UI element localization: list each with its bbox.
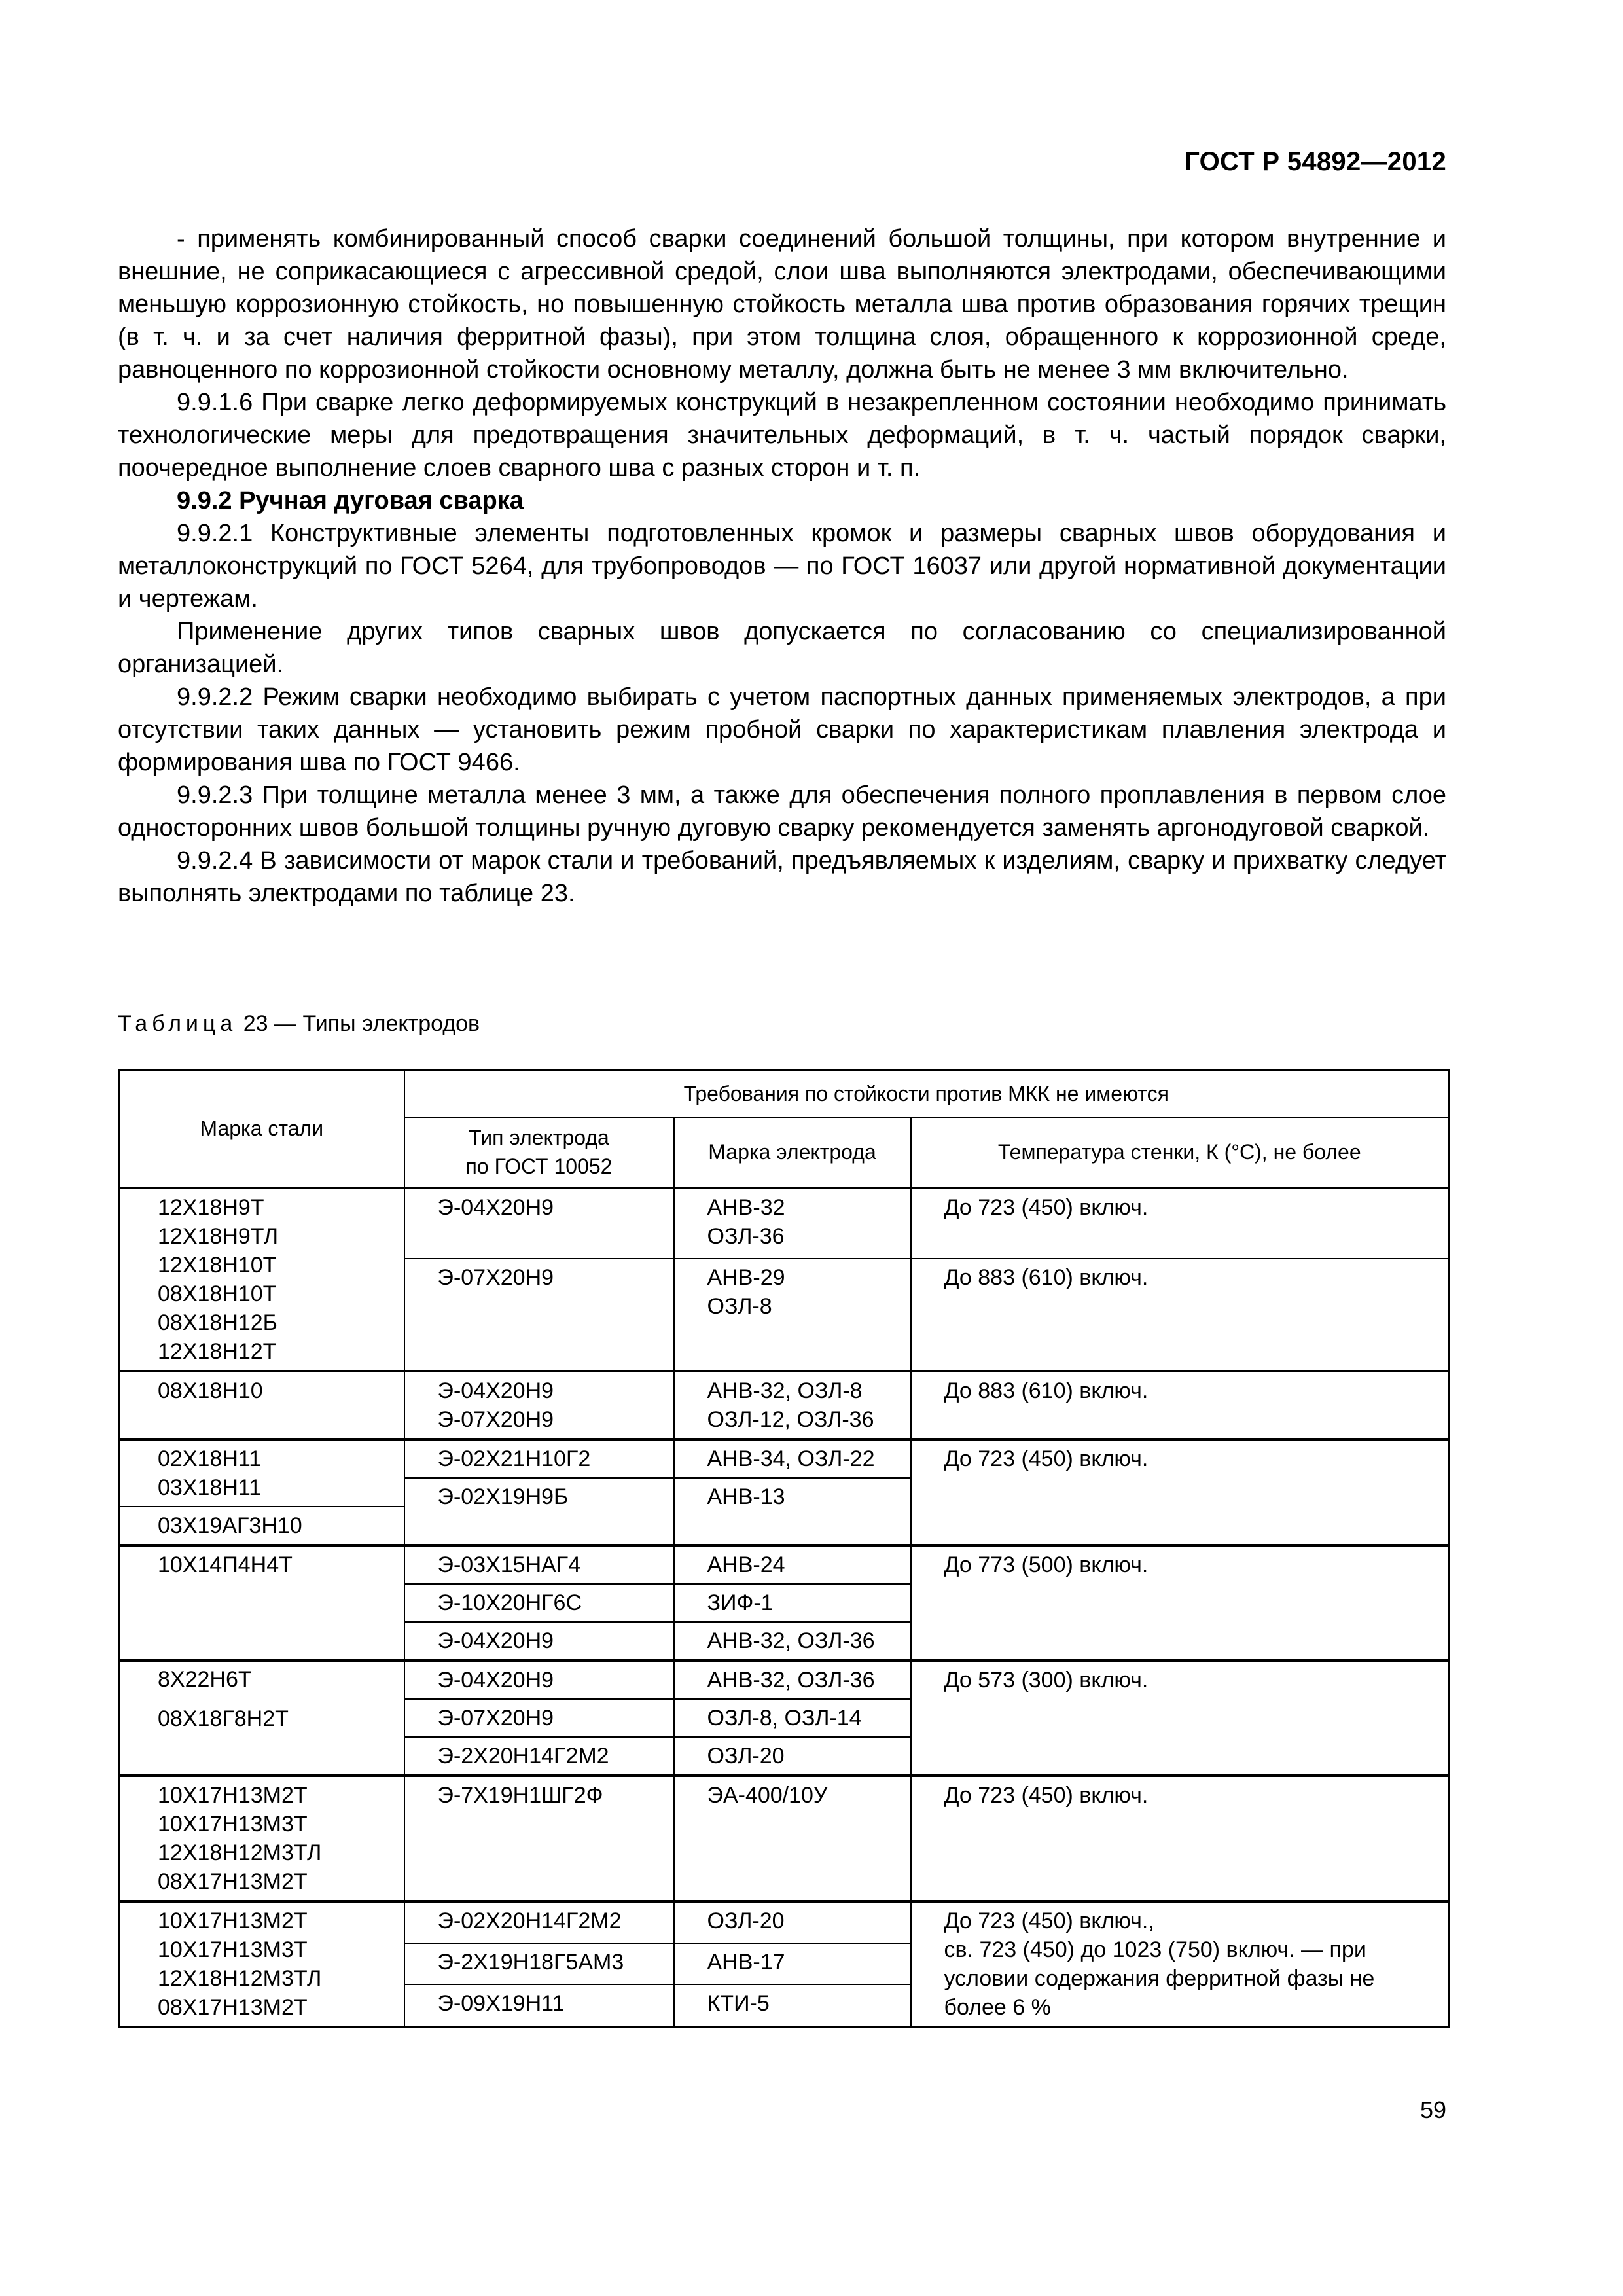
paragraph-9-9-2-3: 9.9.2.3 При толщине металла менее 3 мм, а также для обеспечения полного проплавления в первом слое односторонних швов большой толщины ручную дуговую сварку рекомендуется заменять аргонодуговой сваркой. (118, 781, 1446, 842)
table-row (119, 1776, 1449, 1901)
temperature-cell: До 723 (450) включ. (911, 1439, 1449, 1545)
electrode-type-cell: Э-7Х19Н1ШГ2Ф (404, 1776, 674, 1901)
steel-grade-cell: 10Х17Н13М2Т 10Х17Н13М3Т 12Х18Н12М3ТЛ 08Х17Н13М2Т (119, 1776, 404, 1901)
table-row (119, 1439, 1449, 1478)
steel-grade-cell: 12Х18Н9Т 12Х18Н9ТЛ 12Х18Н10Т 08Х18Н10Т 08Х18Н12Б 12Х18Н12Т (119, 1188, 404, 1371)
electrode-type-cell: Э-02Х19Н9Б (404, 1478, 674, 1545)
temperature-cell: До 883 (610) включ. (911, 1259, 1449, 1371)
electrode-brand-cell: АНВ-13 (674, 1478, 911, 1545)
electrode-brand-cell: ЗИФ-1 (674, 1584, 911, 1622)
electrode-type-cell: Э-02Х21Н10Г2 (404, 1439, 674, 1478)
steel-grade-cell: 03Х19АГ3Н10 (119, 1507, 404, 1545)
document-code: ГОСТ Р 54892—2012 (1185, 147, 1446, 176)
electrode-brand-cell: ОЗЛ-20 (674, 1737, 911, 1776)
steel-grade-cell: 08Х18Н10 (119, 1371, 404, 1439)
steel-grade-cell: 10Х17Н13М2Т 10Х17Н13М3Т 12Х18Н12М3ТЛ 08Х17Н13М2Т (119, 1901, 404, 2027)
temperature-cell: До 573 (300) включ. (911, 1660, 1449, 1776)
paragraph-9-9-2-2: 9.9.2.2 Режим сварки необходимо выбирать с учетом паспортных данных применяемых электродов, а при отсутствии таких данных — установить режим пробной сварки по характеристикам плавления электрода и формирования шва по ГОСТ 9466. (118, 683, 1446, 776)
electrode-type-cell: Э-07Х20Н9 (404, 1259, 674, 1371)
page-number: 59 (1419, 2096, 1446, 2123)
temperature-cell: До 723 (450) включ. (911, 1776, 1449, 1901)
steel-grade-cell: 02Х18Н11 03Х18Н11 (119, 1439, 404, 1507)
electrode-type-cell: Э-10Х20НГ6С (404, 1584, 674, 1622)
electrode-brand-cell: АНВ-32, ОЗЛ-36 (674, 1660, 911, 1699)
header-wall-temperature: Температура стенки, К (°С), не более (911, 1117, 1449, 1188)
table-row (119, 1188, 1449, 1259)
table-row (119, 1371, 1449, 1439)
temperature-cell: До 773 (500) включ. (911, 1545, 1449, 1660)
electrode-type-cell: Э-2Х19Н18Г5АМ3 (404, 1943, 674, 1984)
header-electrode-type: Тип электрода по ГОСТ 10052 (404, 1117, 674, 1188)
section-heading-text: 9.9.2 Ручная дуговая сварка (177, 487, 524, 514)
table-caption (118, 1011, 480, 1037)
electrode-type-cell: Э-09Х19Н11 (404, 1984, 674, 2026)
paragraph-other-welds: Применение других типов сварных швов допускается по согласованию со специализированной организацией. (118, 618, 1446, 678)
table-row (119, 1545, 1449, 1584)
steel-grade-cell: 8Х22Н6Т 08Х18Г8Н2Т (119, 1660, 404, 1776)
table-row (119, 1901, 1449, 1943)
section-heading-9-9-2 (118, 484, 1446, 517)
table-caption-word: Таблица (118, 1011, 238, 1036)
electrode-type-cell: Э-2Х20Н14Г2М2 (404, 1737, 674, 1776)
paragraph-9-9-2-1: 9.9.2.1 Конструктивные элементы подготовленных кромок и размеры сварных швов оборудования и металлоконструкций по ГОСТ 5264, для трубопроводов — по ГОСТ 16037 или другой нормативной документации и чертежам. (118, 520, 1446, 613)
temperature-cell: До 723 (450) включ. (911, 1188, 1449, 1259)
electrode-brand-cell: ОЗЛ-20 (674, 1901, 911, 1943)
electrode-brand-cell: АНВ-32, ОЗЛ-36 (674, 1622, 911, 1660)
header-steel-grade: Марка стали (119, 1070, 404, 1188)
electrode-type-cell: Э-03Х15НАГ4 (404, 1545, 674, 1584)
header-electrode-brand: Марка электрода (674, 1117, 911, 1188)
electrode-type-cell: Э-04Х20Н9 (404, 1660, 674, 1699)
paragraph-9-9-1-6: 9.9.1.6 При сварке легко деформируемых конструкций в незакрепленном состоянии необходимо принимать технологические меры для предотвращения значительных деформаций, в т. ч. частый порядок сварки, поочередное выполнение слоев сварного шва с разных сторон и т. п. (118, 389, 1446, 482)
electrode-brand-cell: АНВ-34, ОЗЛ-22 (674, 1439, 911, 1478)
temperature-cell: До 723 (450) включ., св. 723 (450) до 1023 (750) включ. — при условии содержания ферритной фазы не более 6 % (911, 1901, 1449, 2027)
body-text (118, 223, 1446, 910)
electrode-type-cell: Э-02Х20Н14Г2М2 (404, 1901, 674, 1943)
electrode-brand-cell: АНВ-24 (674, 1545, 911, 1584)
electrode-brand-cell: ОЗЛ-8, ОЗЛ-14 (674, 1699, 911, 1737)
electrode-brand-cell: АНВ-32 ОЗЛ-36 (674, 1188, 911, 1259)
table-row (119, 1660, 1449, 1699)
paragraph-9-9-2-4: 9.9.2.4 В зависимости от марок стали и требований, предъявляемых к изделиям, сварку и прихватку следует выполнять электродами по таблице 23. (118, 847, 1446, 907)
table-caption-title: 23 — Типы электродов (237, 1011, 480, 1036)
electrode-brand-cell: АНВ-32, ОЗЛ-8 ОЗЛ-12, ОЗЛ-36 (674, 1371, 911, 1439)
electrode-brand-cell: АНВ-29 ОЗЛ-8 (674, 1259, 911, 1371)
electrode-type-cell: Э-04Х20Н9 (404, 1622, 674, 1660)
temperature-cell: До 883 (610) включ. (911, 1371, 1449, 1439)
header-requirements: Требования по стойкости против МКК не имеются (404, 1070, 1449, 1117)
steel-grade-cell: 10Х14П4Н4Т (119, 1545, 404, 1660)
electrode-brand-cell: КТИ-5 (674, 1984, 911, 2026)
paragraph-combined-welding: - применять комбинированный способ сварки соединений большой толщины, при котором внутренние и внешние, не соприкасающиеся с агрессивной средой, слои шва выполняются электродами, обеспечивающими меньшую коррозионную стойкость, но повышенную стойкость металла шва против образования горячих трещин (в т. ч. и за счет наличия ферритной фазы), при этом толщина слоя, обращенного к коррозионной среде, равноценного по коррозионной стойкости основному металлу, должна быть не менее 3 мм включительно. (118, 225, 1446, 384)
electrode-type-cell: Э-04Х20Н9 Э-07Х20Н9 (404, 1371, 674, 1439)
electrode-brand-cell: ЭА-400/10У (674, 1776, 911, 1901)
electrode-types-table (118, 1069, 1450, 2028)
electrode-type-cell: Э-04Х20Н9 (404, 1188, 674, 1259)
electrode-brand-cell: АНВ-17 (674, 1943, 911, 1984)
electrode-type-cell: Э-07Х20Н9 (404, 1699, 674, 1737)
